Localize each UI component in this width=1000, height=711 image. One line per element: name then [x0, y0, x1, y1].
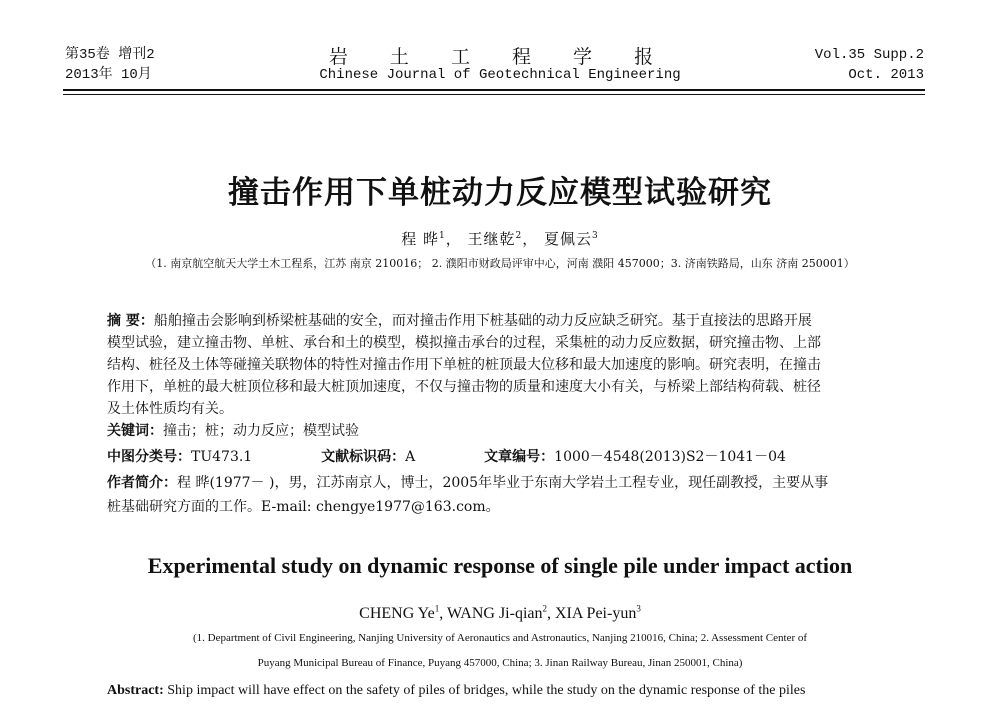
clc-value: TU473.1: [191, 449, 253, 465]
affiliations-cn: （1. 南京航空航天大学土木工程系，江苏 南京 210016； 2. 濮阳市财政局评审中心，河南 濮阳 457000；3. 济南铁路局，山东 济南 250001）: [145, 257, 855, 270]
author-en: CHENG Ye: [359, 605, 435, 622]
abstract-cn-line: 摘 要：船舶撞击会影响到桥梁桩基础的安全，而对撞击作用下桩基础的动力反应缺乏研究。基于直接法的思路开展: [107, 313, 812, 329]
abstract-cn-label: 摘 要：: [107, 313, 154, 329]
abstract-en-label: Abstract:: [107, 683, 164, 698]
authors-en: CHENG Ye$^1$, WANG Ji-qian$^2$, XIA Pei-yun$^3$: [359, 603, 641, 622]
doc-code-label: 文献标识码：: [321, 449, 406, 465]
affiliations-en-line: Puyang Municipal Bureau of Finance, Puyang 457000, China; 3. Jinan Railway Bureau, Jinan 250001, China): [257, 657, 743, 669]
abstract-cn-line: 模型试验，建立撞击物、单桩、承台和土的模型，模拟撞击承台的过程，采集桩的动力反应数据，研究撞击物、上部: [107, 335, 821, 351]
paper-title-en: Experimental study on dynamic response of single pile under impact action: [147, 553, 853, 578]
header-rule-thick: [63, 89, 925, 91]
article-number-label: 文章编号：: [484, 449, 555, 465]
journal-title-en: Chinese Journal of Geotechnical Engineering: [319, 67, 681, 83]
header-rule-thin: [63, 94, 925, 95]
doc-code-value: A: [405, 449, 416, 465]
affiliations-en-line: (1. Department of Civil Engineering, Nanjing University of Aeronautics and Astronautics, Nanjing 210016, China; 2. Assessment Center of: [192, 632, 808, 644]
abstract-en: Abstract: Ship impact will have effect on the safety of piles of bridges, while the study on the dynamic response of the piles: [107, 683, 806, 698]
author-cn: 王继乾: [467, 230, 516, 248]
abstract-cn-line: 结构、桩径及土体等碰撞关联物体的特性对撞击作用下单桩的桩顶最大位移和最大加速度的影响。研究表明，在撞击: [107, 357, 821, 373]
author-cn: 程 晔: [401, 230, 439, 248]
author-en: XIA Pei-yun: [555, 605, 637, 622]
header-volume-cn: 第35卷 增刊2: [65, 47, 155, 63]
keywords-label: 关键词：: [107, 423, 163, 439]
author-en: WANG Ji-qian: [446, 605, 543, 622]
header-date-cn: 2013年 10月: [65, 67, 152, 83]
article-number-value: 1000－4548(2013)S2－1041－04: [554, 449, 786, 465]
keywords-cn: 关键词：撞击；桩；动力反应；模型试验: [107, 423, 359, 439]
authors-cn: 程 晔$^1$， 王继乾$^2$， 夏佩云$^3$: [401, 230, 599, 248]
journal-title-cn: 岩 土 工 程 学 报: [328, 46, 672, 68]
author-bio-label: 作者简介：: [107, 475, 177, 491]
author-cn: 夏佩云: [544, 230, 593, 248]
author-bio-line: 作者简介：程 晔(1977－ )，男，江苏南京人，博士，2005年毕业于东南大学岩土工程专业，现任副教授，主要从事: [107, 475, 829, 491]
author-bio-line: 桩基础研究方面的工作。E-mail: chengye1977@163.com。: [107, 499, 500, 515]
abstract-cn-line: 及土体性质均有关。: [107, 401, 233, 417]
abstract-cn-line: 作用下，单桩的最大桩顶位移和最大桩顶加速度，不仅与撞击物的质量和速度大小有关，与桥梁上部结构荷载、桩径: [107, 379, 821, 395]
header-date-en: Oct. 2013: [848, 67, 924, 83]
header-volume-en: Vol.35 Supp.2: [814, 47, 924, 63]
clc-label: 中图分类号：: [107, 449, 191, 465]
paper-title-cn: 撞击作用下单桩动力反应模型试验研究: [228, 175, 772, 211]
classification-line: [107, 446, 786, 468]
